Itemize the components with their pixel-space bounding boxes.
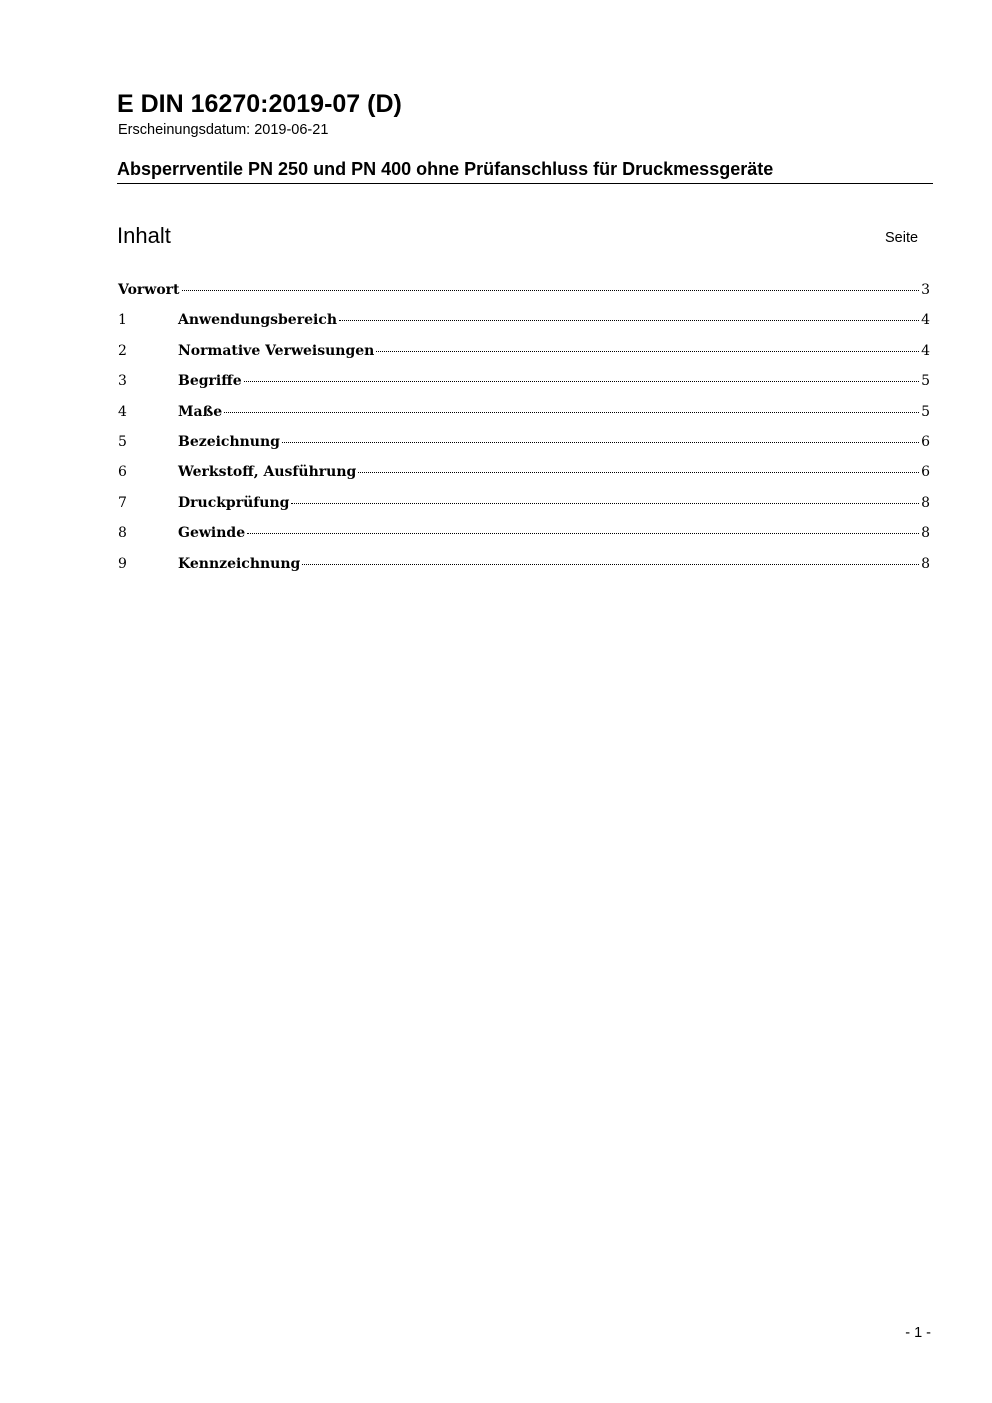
toc-entry-number: 1 [118,312,127,329]
toc-entry-label: Werkstoff, Ausführung [178,464,357,481]
toc-entry-masse[interactable] [118,401,930,431]
toc-entry-label: Druckprüfung [178,494,290,511]
document-title: Absperrventile PN 250 und PN 400 ohne Prüfanschluss für Druckmessgeräte [117,158,933,184]
toc-entry-page: 8 [921,525,930,542]
toc-entry-label: Normative Verweisungen [178,342,375,359]
toc-dot-leader [224,412,919,413]
toc-entry-number: 9 [118,555,127,572]
toc-entry-label: Maße [178,403,223,420]
toc-entry-number: 3 [118,373,127,390]
toc-entry-begriffe[interactable] [118,370,930,400]
toc-entry-label: Kennzeichnung [178,555,301,572]
toc-dot-leader [291,503,919,504]
toc-entry-number: 5 [118,433,127,450]
document-id: E DIN 16270:2019-07 (D) [117,90,402,118]
toc-entry-druckpruefung[interactable] [118,492,930,522]
toc-entry-number: 7 [118,494,127,511]
toc-dot-leader [376,351,919,352]
toc-entry-page: 5 [921,373,930,390]
toc-entry-gewinde[interactable] [118,522,930,552]
toc-dot-leader [339,320,919,321]
toc-entry-page: 5 [921,403,930,420]
toc-entry-label: Vorwort [118,282,180,298]
toc-entry-page: 8 [921,555,930,572]
toc-dot-leader [282,442,919,443]
publication-date: Erscheinungsdatum: 2019-06-21 [118,122,329,138]
toc-dot-leader [244,381,919,382]
toc-entry-number: 2 [118,342,127,359]
toc-entry-page: 3 [921,282,930,298]
toc-dot-leader [182,290,920,291]
toc-entry-label: Begriffe [178,373,242,390]
table-of-contents [118,279,930,583]
toc-entry-label: Anwendungsbereich [178,312,337,329]
toc-entry-page: 8 [921,494,930,511]
toc-entry-label: Bezeichnung [178,433,280,450]
toc-entry-bezeichnung[interactable] [118,431,930,461]
toc-heading: Inhalt [117,223,171,248]
toc-entry-normative-verweisungen[interactable] [118,340,930,370]
toc-entry-page: 4 [921,312,930,329]
toc-entry-werkstoff-ausfuehrung[interactable] [118,461,930,491]
toc-entry-page: 4 [921,342,930,359]
toc-entry-number: 4 [118,403,127,420]
toc-entry-number: 6 [118,464,127,481]
toc-entry-anwendungsbereich[interactable] [118,309,930,339]
toc-page-column-label: Seite [885,230,919,246]
toc-entry-label: Gewinde [178,525,246,542]
toc-entry-page: 6 [921,464,930,481]
toc-dot-leader [358,472,919,473]
toc-dot-leader [247,533,919,534]
toc-entry-page: 6 [921,433,930,450]
toc-entry-number: 8 [118,525,127,542]
page-number: - 1 - [905,1325,931,1341]
toc-entry-vorwort[interactable] [118,279,930,309]
toc-entry-kennzeichnung[interactable] [118,553,930,583]
toc-dot-leader [302,564,919,565]
